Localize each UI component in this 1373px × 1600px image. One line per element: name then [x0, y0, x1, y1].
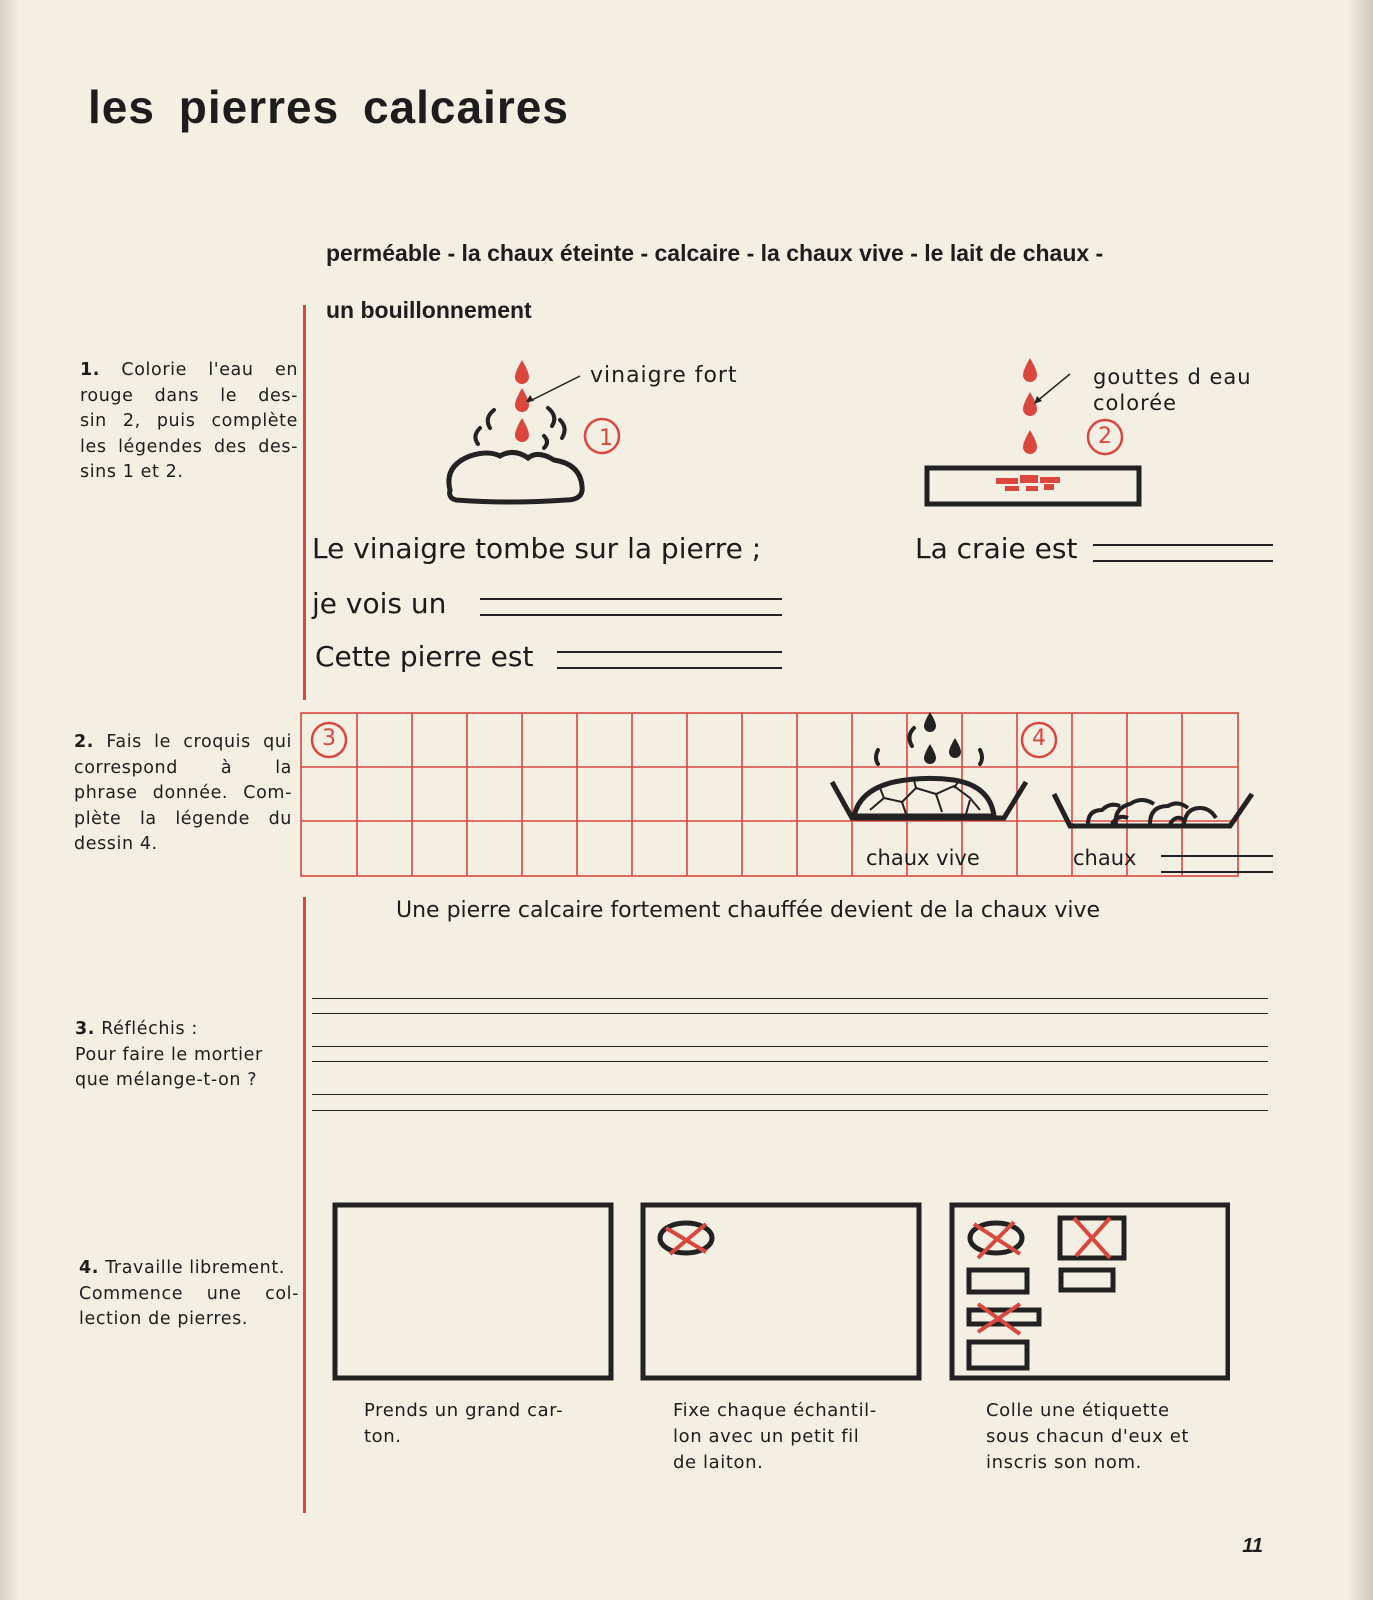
- drawing-2-label-line-2: colorée: [1093, 391, 1178, 415]
- step-3-caption: [986, 1398, 1226, 1476]
- margin-line-top: [303, 305, 306, 700]
- exercise-2-line-3: phrase donnée. Com-: [74, 783, 292, 803]
- exercise-4-instruction: [79, 1256, 299, 1333]
- step-3-caption-line-2: sous chacun d'eux et: [986, 1426, 1190, 1447]
- step-1-caption-line-2: ton.: [364, 1426, 402, 1447]
- exercise-3-line-3: que mélange-t-on ?: [75, 1070, 258, 1090]
- exercise-4-number: 4.: [79, 1258, 100, 1278]
- page-edge-shadow-right: [1347, 0, 1373, 1600]
- sentence-je-vois: je vois un: [312, 587, 447, 620]
- answer-line[interactable]: [312, 1110, 1268, 1111]
- step-1-caption-line-1: Prends un grand car-: [364, 1400, 564, 1421]
- label-chaux: chaux: [1073, 846, 1137, 870]
- answer-line[interactable]: [312, 998, 1268, 999]
- step-2-caption-line-2: lon avec un petit fil: [673, 1426, 860, 1447]
- exercise-2-line-2: correspond à la: [74, 757, 292, 778]
- answer-blank-chaux[interactable]: [1161, 855, 1273, 873]
- exercise-1-line-2: rouge dans le des-: [80, 385, 298, 406]
- exercise-3-line-2: Pour faire le mortier: [75, 1044, 263, 1065]
- drawing-2-label-line-1: gouttes d eau: [1093, 365, 1252, 389]
- grid-number-4: 4: [1032, 726, 1046, 751]
- answer-line[interactable]: [312, 1061, 1268, 1062]
- exercise-4-line-1: Travaille librement.: [105, 1258, 285, 1278]
- answer-line[interactable]: [312, 1013, 1268, 1014]
- exercise-2-instruction: [74, 730, 292, 858]
- sentence-vinegar: Le vinaigre tombe sur la pierre ;: [312, 532, 762, 565]
- word-bank-line-1: perméable - la chaux éteinte - calcaire - la chaux vive - le lait de chaux -: [326, 240, 1104, 266]
- exercise-2-line-1: Fais le croquis qui: [106, 732, 292, 752]
- exercise-3-instruction: [75, 1017, 305, 1094]
- answer-blank-pierre-est[interactable]: [557, 651, 782, 669]
- exercise-1-line-1: Colorie l'eau en: [121, 360, 299, 380]
- drawing-1-number: 1: [599, 426, 613, 451]
- answer-blank-craie-est[interactable]: [1093, 544, 1273, 562]
- exercise-1-line-5: sins 1 et 2.: [80, 462, 184, 482]
- exercise-4-line-2: Commence une col-: [79, 1283, 299, 1304]
- exercise-2-line-4: plète la légende du: [74, 808, 292, 829]
- page-edge-shadow: [0, 0, 20, 1600]
- exercise-3-line-1: Réfléchis :: [101, 1019, 198, 1039]
- page-title: les pierres calcaires: [88, 81, 569, 133]
- margin-line-bottom: [303, 897, 306, 1513]
- exercise-3-number: 3.: [75, 1019, 96, 1039]
- slaked-lime-drawing: [1052, 780, 1262, 840]
- exercise-1-number: 1.: [80, 360, 101, 380]
- step-2-caption-line-3: de laiton.: [673, 1452, 764, 1473]
- drawing-2-number: 2: [1098, 424, 1112, 449]
- exercise-2-number: 2.: [74, 732, 95, 752]
- grid-number-3: 3: [322, 726, 336, 751]
- step-1-caption: [364, 1398, 604, 1450]
- quicklime-drawing: [830, 710, 1040, 830]
- answer-blank-je-vois[interactable]: [480, 598, 782, 616]
- cardboard-with-sample: [643, 1205, 919, 1378]
- exercise-2-line-5: dessin 4.: [74, 834, 158, 854]
- answer-line[interactable]: [312, 1046, 1268, 1047]
- sketch-phrase: Une pierre calcaire fortement chauffée devient de la chaux vive: [396, 898, 1100, 923]
- sentence-craie-est: La craie est: [915, 532, 1078, 565]
- empty-cardboard-box: [335, 1205, 611, 1378]
- exercise-1-instruction: [80, 358, 298, 486]
- collection-steps-illustration: [330, 1200, 1230, 1385]
- step-3-caption-line-1: Colle une étiquette: [986, 1400, 1170, 1421]
- exercise-4-line-3: lection de pierres.: [79, 1309, 249, 1329]
- word-bank-line-2: un bouillonnement: [326, 297, 532, 323]
- answer-line[interactable]: [312, 1094, 1268, 1095]
- page-number: 11: [1242, 1535, 1263, 1557]
- step-2-caption-line-1: Fixe chaque échantil-: [673, 1400, 877, 1421]
- step-3-caption-line-3: inscris son nom.: [986, 1452, 1142, 1473]
- exercise-1-line-4: les légendes des des-: [80, 436, 298, 457]
- step-2-caption: [673, 1398, 913, 1476]
- exercise-1-line-3: sin 2, puis complète: [80, 411, 298, 431]
- sentence-pierre-est: Cette pierre est: [315, 640, 534, 673]
- drawing-1-label: vinaigre fort: [590, 363, 738, 388]
- label-chaux-vive: chaux vive: [866, 846, 980, 870]
